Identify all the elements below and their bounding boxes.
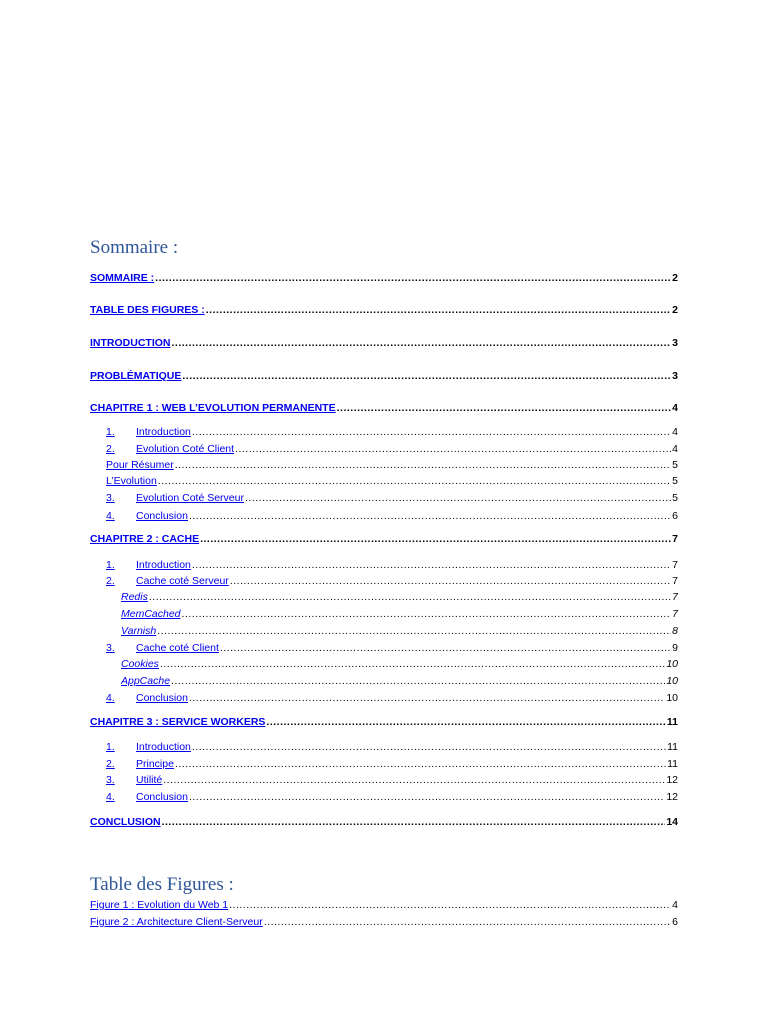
toc-entry-link[interactable]: MemCached [121,608,181,620]
toc-entry-ch1-conclusion[interactable] [106,509,678,523]
toc-page-number: 14 [666,816,678,828]
toc-entry-link[interactable]: Utilité [136,774,163,786]
toc-entry-problematique[interactable] [90,369,678,383]
figure-entry-link[interactable]: Figure 1 : Evolution du Web 1 [90,899,229,911]
toc-entry-link[interactable]: Redis [121,591,148,603]
toc-page-number: 11 [667,741,678,753]
toc-entry-sommaire[interactable] [90,271,678,285]
leader-dots [158,474,671,488]
leader-dots [189,790,665,804]
toc-entry-link[interactable]: Introduction [136,559,191,571]
leader-dots [160,657,665,671]
toc-page-number: 11 [666,716,678,728]
toc-entry-number[interactable]: 2. [106,758,115,770]
toc-page-number: 12 [666,774,678,786]
toc-entry-ch1-introduction[interactable] [106,425,678,439]
leader-dots [230,574,671,588]
toc-entry-table-des-figures[interactable] [90,303,678,317]
toc-entry-ch3-conclusion[interactable] [106,790,678,804]
toc-page-number: 4 [672,402,678,414]
toc-entry-link[interactable]: Conclusion [136,692,188,704]
toc-page-number: 2 [672,304,678,316]
figures-heading: Table des Figures : [90,874,234,895]
leader-dots [206,303,671,317]
toc-entry-ch3-introduction[interactable] [106,740,678,754]
toc-entry-l-evolution[interactable] [106,474,678,488]
toc-page-number: 5 [672,492,678,504]
toc-page-number: 7 [672,575,678,587]
toc-page-number: 2 [672,272,678,284]
toc-entry-chapitre-1[interactable] [90,401,678,415]
toc-entry-number[interactable]: 4. [106,692,115,704]
toc-page-number: 7 [672,533,678,545]
toc-entry-link[interactable]: Evolution Coté Client [136,443,235,455]
toc-entry-ch2-cache-client[interactable] [106,641,678,655]
toc-entry-cookies[interactable] [121,657,678,671]
toc-entry-ch2-cache-serveur[interactable] [106,574,678,588]
toc-entry-varnish[interactable] [121,624,678,638]
leader-dots [149,590,671,604]
leader-dots [200,532,671,546]
toc-entry-ch3-principe[interactable] [106,757,678,771]
toc-entry-link[interactable]: TABLE DES FIGURES : [90,304,205,316]
figure-page-number: 4 [672,899,678,911]
leader-dots [245,491,671,505]
leader-dots [175,458,671,472]
toc-entry-link[interactable]: Varnish [121,625,157,637]
toc-entry-link[interactable]: CHAPITRE 2 : CACHE [90,533,200,545]
leader-dots [163,773,665,787]
leader-dots [192,558,671,572]
leader-dots [192,425,671,439]
leader-dots [220,641,671,655]
toc-page-number: 7 [672,559,678,571]
toc-entry-link[interactable]: Cache coté Serveur [136,575,229,587]
figure-entry-2[interactable] [90,915,678,929]
toc-entry-link[interactable]: CHAPITRE 1 : WEB L’EVOLUTION PERMANENTE [90,402,336,414]
toc-entry-number[interactable]: 1. [106,426,115,438]
toc-page-number: 12 [666,791,678,803]
toc-entry-ch2-conclusion[interactable] [106,691,678,705]
toc-entry-chapitre-2[interactable] [90,532,678,546]
toc-page-number: 3 [672,370,678,382]
toc-entry-number[interactable]: 1. [106,741,115,753]
toc-entry-link[interactable]: CONCLUSION [90,816,161,828]
leader-dots [171,674,665,688]
figure-entry-link[interactable]: Figure 2 : Architecture Client-Serveur [90,916,263,928]
toc-entry-link[interactable]: Cookies [121,658,159,670]
toc-entry-ch3-utilite[interactable] [106,773,678,787]
toc-entry-link[interactable]: Evolution Coté Serveur [136,492,244,504]
toc-page-number: 10 [666,675,678,687]
toc-page-number: 10 [666,658,678,670]
toc-page-number: 10 [666,692,678,704]
toc-entry-ch1-evolution-serveur[interactable] [106,491,678,505]
toc-entry-number[interactable]: 4. [106,791,115,803]
toc-entry-link[interactable]: L’Evolution [106,475,157,487]
leader-dots [235,442,671,456]
toc-page-number: 6 [672,510,678,522]
leader-dots [264,915,671,929]
sommaire-heading: Sommaire : [90,237,179,258]
toc-entry-appcache[interactable] [121,674,678,688]
toc-entry-number[interactable]: 1. [106,559,115,571]
toc-page-number: 11 [667,758,678,770]
leader-dots [229,898,671,912]
toc-entry-number[interactable]: 4. [106,510,115,522]
leader-dots [189,509,671,523]
leader-dots [182,607,672,621]
toc-page-number: 8 [672,625,678,637]
figure-entry-1[interactable] [90,898,678,912]
leader-dots [266,715,665,729]
toc-entry-ch1-evolution-client[interactable] [106,442,678,456]
leader-dots [189,691,665,705]
toc-entry-link[interactable]: Principe [136,758,174,770]
leader-dots [192,740,666,754]
toc-entry-memcached[interactable] [121,607,678,621]
toc-entry-link[interactable]: Pour Résumer [106,459,174,471]
leader-dots [175,757,666,771]
toc-entry-ch2-introduction[interactable] [106,558,678,572]
toc-entry-redis[interactable] [121,590,678,604]
toc-entry-conclusion[interactable] [90,815,678,829]
toc-page-number: 3 [672,337,678,349]
toc-entry-link[interactable]: PROBLÉMATIQUE [90,370,182,382]
leader-dots [162,815,666,829]
leader-dots [172,336,672,350]
toc-entry-number[interactable]: 3. [106,492,115,504]
toc-entry-link[interactable]: Cache coté Client [136,642,219,654]
leader-dots [337,401,672,415]
toc-entry-chapitre-3[interactable] [90,715,678,729]
toc-entry-link[interactable]: CHAPITRE 3 : SERVICE WORKERS [90,716,266,728]
toc-entry-number[interactable]: 3. [106,774,115,786]
toc-page-number: 9 [672,642,678,654]
toc-entry-link[interactable]: Conclusion [136,510,188,522]
toc-entry-number[interactable]: 2. [106,443,115,455]
toc-page-number: 5 [672,459,678,471]
toc-page-number: 4 [672,443,678,455]
leader-dots [157,624,671,638]
toc-entry-link[interactable]: AppCache [121,675,171,687]
toc-page-number: 7 [672,608,678,620]
leader-dots [182,369,671,383]
toc-entry-link[interactable]: Conclusion [136,791,188,803]
figure-page-number: 6 [672,916,678,928]
toc-entry-pour-resumer[interactable] [106,458,678,472]
toc-entry-number[interactable]: 3. [106,642,115,654]
toc-entry-link[interactable]: Introduction [136,426,191,438]
toc-entry-introduction[interactable] [90,336,678,350]
leader-dots [155,271,671,285]
toc-page-number: 7 [672,591,678,603]
toc-entry-link[interactable]: SOMMAIRE : [90,272,155,284]
toc-entry-link[interactable]: Introduction [136,741,191,753]
toc-page-number: 4 [672,426,678,438]
toc-entry-number[interactable]: 2. [106,575,115,587]
toc-entry-link[interactable]: INTRODUCTION [90,337,171,349]
toc-page-number: 5 [672,475,678,487]
